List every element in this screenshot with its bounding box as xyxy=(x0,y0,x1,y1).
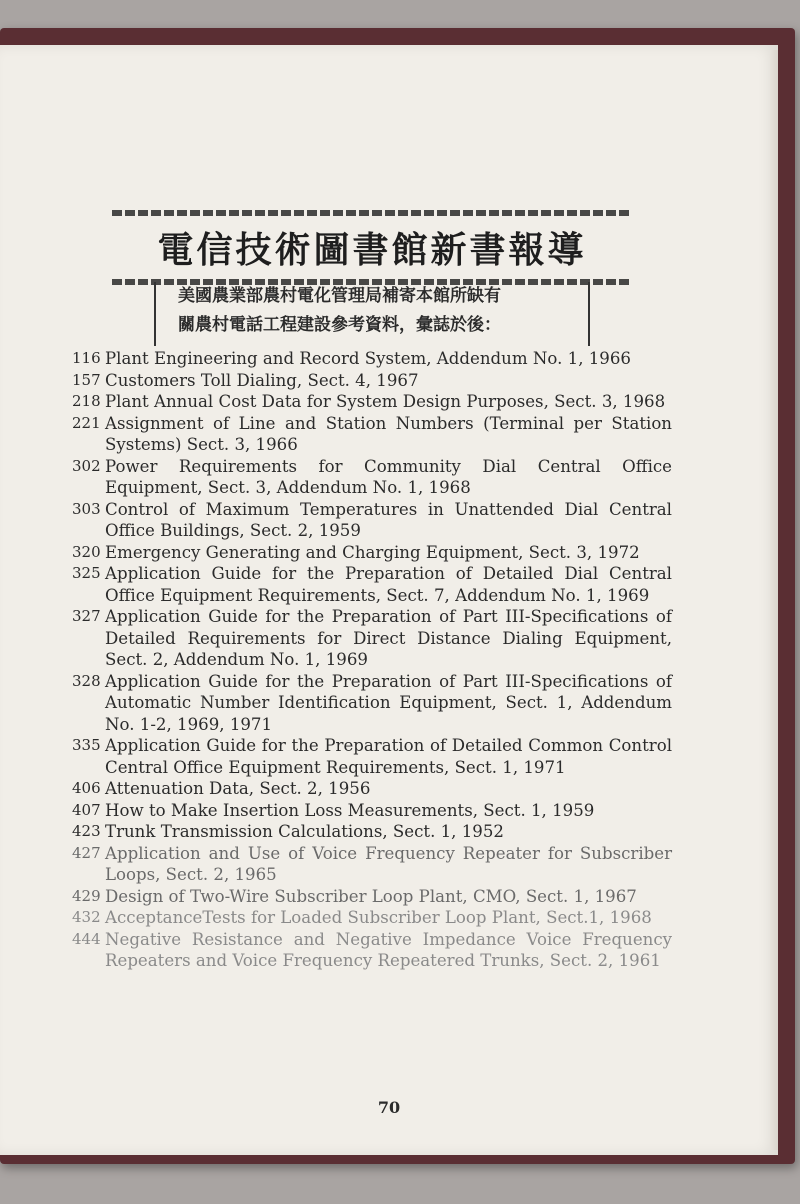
list-item xyxy=(72,542,672,564)
list-item xyxy=(72,606,672,671)
entry-text: Application Guide for the Preparation of Part III-Specifications of Automatic Number Identification Equipment, Sect. 1, Addendum No. 1-2, 1969, 1971 xyxy=(105,671,672,734)
intro-note xyxy=(154,282,590,346)
entry-number: 157 xyxy=(72,370,101,389)
list-item xyxy=(72,391,672,413)
list-item xyxy=(72,843,672,886)
entry-number: 328 xyxy=(72,671,101,690)
intro-note-line-2: 關農村電話工程建設參考資料，彙誌於後： xyxy=(178,315,501,335)
entry-text: Plant Engineering and Record System, Addendum No. 1, 1966 xyxy=(105,349,631,368)
page-number: 70 xyxy=(377,1098,401,1117)
entry-number: 423 xyxy=(72,822,101,840)
entry-text: Negative Resistance and Negative Impedance Voice Frequency Repeaters and Voice Frequency Repeatered Trunks, Sect. 2, 1961 xyxy=(105,929,672,970)
entry-text: Assignment of Line and Station Numbers (Terminal per Station Systems) Sect. 3, 1966 xyxy=(105,413,672,454)
entry-number: 406 xyxy=(72,779,101,797)
entry-text: Design of Two-Wire Subscriber Loop Plant, CMO, Sect. 1, 1967 xyxy=(105,886,637,906)
list-item xyxy=(72,370,672,392)
entry-number: 327 xyxy=(72,607,101,625)
entry-text: Plant Annual Cost Data for System Design Purposes, Sect. 3, 1968 xyxy=(105,392,666,411)
entry-text: Trunk Transmission Calculations, Sect. 1, 1952 xyxy=(105,822,504,841)
list-item xyxy=(72,348,672,370)
entry-text: How to Make Insertion Loss Measurements, Sect. 1, 1959 xyxy=(105,800,595,820)
column-title: 電信技術圖書館新書報導 xyxy=(157,230,587,271)
entry-text: Application Guide for the Preparation of Part III-Specifications of Detailed Requirements for Direct Distance Dialing Equipment, Sect. 2, Addendum No. 1, 1969 xyxy=(105,607,672,669)
list-item xyxy=(72,907,672,929)
entry-text: Application and Use of Voice Frequency Repeater for Subscriber Loops, Sect. 2, 1965 xyxy=(105,843,672,884)
list-item xyxy=(72,671,672,736)
page-edges xyxy=(770,50,778,1150)
entry-number: 432 xyxy=(72,908,101,926)
entry-list xyxy=(72,348,672,972)
list-item xyxy=(72,821,672,843)
list-item xyxy=(72,778,672,800)
entry-number: 407 xyxy=(72,800,101,819)
entry-number: 320 xyxy=(72,542,101,561)
entry-number: 427 xyxy=(72,843,101,862)
list-item xyxy=(72,456,672,499)
list-item xyxy=(72,499,672,542)
list-item xyxy=(72,929,672,972)
entry-number: 303 xyxy=(72,499,101,518)
entry-text: Application Guide for the Preparation of Detailed Common Control Central Office Equipment Requirements, Sect. 1, 1971 xyxy=(105,736,672,777)
entry-text: Attenuation Data, Sect. 2, 1956 xyxy=(105,779,371,798)
entry-number: 116 xyxy=(72,349,101,367)
list-item xyxy=(72,886,672,908)
list-item xyxy=(72,413,672,456)
list-item xyxy=(72,800,672,822)
entry-text: AcceptanceTests for Loaded Subscriber Loop Plant, Sect.1, 1968 xyxy=(105,908,652,927)
list-item xyxy=(72,735,672,778)
entry-text: Customers Toll Dialing, Sect. 4, 1967 xyxy=(105,370,419,390)
intro-note-line-1: 美國農業部農村電化管理局補寄本館所缺有 xyxy=(178,286,501,306)
column-header xyxy=(112,210,632,285)
entry-number: 221 xyxy=(72,413,101,432)
entry-text: Control of Maximum Temperatures in Unattended Dial Central Office Buildings, Sect. 2, 1959 xyxy=(105,499,672,540)
list-item xyxy=(72,563,672,606)
entry-text: Power Requirements for Community Dial Central Office Equipment, Sect. 3, Addendum No. 1, 1968 xyxy=(105,456,672,497)
header-rule-top xyxy=(112,210,632,216)
entry-text: Application Guide for the Preparation of Detailed Dial Central Office Equipment Requirements, Sect. 7, Addendum No. 1, 1969 xyxy=(105,564,672,605)
entry-number: 335 xyxy=(72,736,101,754)
entry-number: 444 xyxy=(72,929,101,948)
entry-number: 429 xyxy=(72,886,101,905)
entry-number: 218 xyxy=(72,392,101,410)
entry-number: 325 xyxy=(72,564,101,582)
entry-number: 302 xyxy=(72,456,101,475)
entry-text: Emergency Generating and Charging Equipment, Sect. 3, 1972 xyxy=(105,542,640,562)
